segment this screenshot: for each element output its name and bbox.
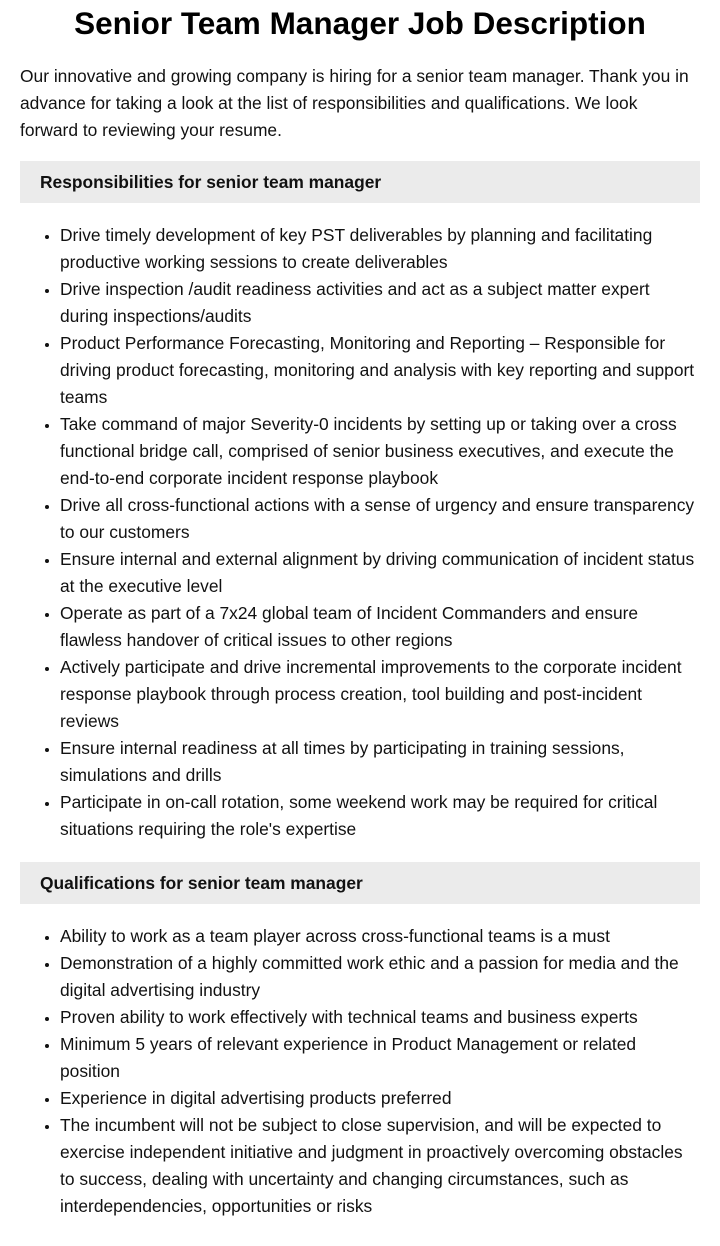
- list-item: • The incumbent will not be subject to close supervision, and will be expected to exercise independent initiative and judgment in proactively overcoming obstacles to success, dealing with uncertainty and changing circumstances, such as interdependencies, opportunities or risks: [60, 1112, 700, 1220]
- list-item: • Ability to work as a team player across cross-functional teams is a must: [60, 923, 700, 950]
- list-item: • Ensure internal readiness at all times by participating in training sessions, simulations and drills: [60, 735, 700, 789]
- list-item: • Actively participate and drive incremental improvements to the corporate incident response playbook through process creation, tool building and post-incident reviews: [60, 654, 700, 735]
- list-item: • Drive inspection /audit readiness activities and act as a subject matter expert during inspections/audits: [60, 276, 700, 330]
- list-item: • Operate as part of a 7x24 global team of Incident Commanders and ensure flawless handover of critical issues to other regions: [60, 600, 700, 654]
- list-item: • Minimum 5 years of relevant experience in Product Management or related position: [60, 1031, 700, 1085]
- list-item: • Participate in on-call rotation, some weekend work may be required for critical situations requiring the role's expertise: [60, 789, 700, 843]
- list-item: • Drive all cross-functional actions with a sense of urgency and ensure transparency to our customers: [60, 492, 700, 546]
- page-title: Senior Team Manager Job Description: [74, 5, 646, 41]
- list-item: • Drive timely development of key PST deliverables by planning and facilitating productive working sessions to create deliverables: [60, 222, 700, 276]
- list-item: • Take command of major Severity-0 incidents by setting up or taking over a cross functional bridge call, comprised of senior business executives, and execute the end-to-end corporate incident response playbook: [60, 411, 700, 492]
- responsibilities-list: [20, 222, 700, 843]
- list-item: • Product Performance Forecasting, Monitoring and Reporting – Responsible for driving product forecasting, monitoring and analysis with key reporting and support teams: [60, 330, 700, 411]
- intro-paragraph: Our innovative and growing company is hiring for a senior team manager. Thank you in advance for taking a look at the list of responsibilities and qualifications. We look forward to reviewing your resume.: [20, 66, 689, 140]
- responsibilities-heading: Responsibilities for senior team manager: [20, 161, 700, 203]
- list-item: • Experience in digital advertising products preferred: [60, 1085, 700, 1112]
- list-item: • Demonstration of a highly committed work ethic and a passion for media and the digital advertising industry: [60, 950, 700, 1004]
- list-item: • Ensure internal and external alignment by driving communication of incident status at the executive level: [60, 546, 700, 600]
- qualifications-list: [20, 923, 700, 1220]
- list-item: • Proven ability to work effectively with technical teams and business experts: [60, 1004, 700, 1031]
- qualifications-heading: Qualifications for senior team manager: [20, 862, 700, 904]
